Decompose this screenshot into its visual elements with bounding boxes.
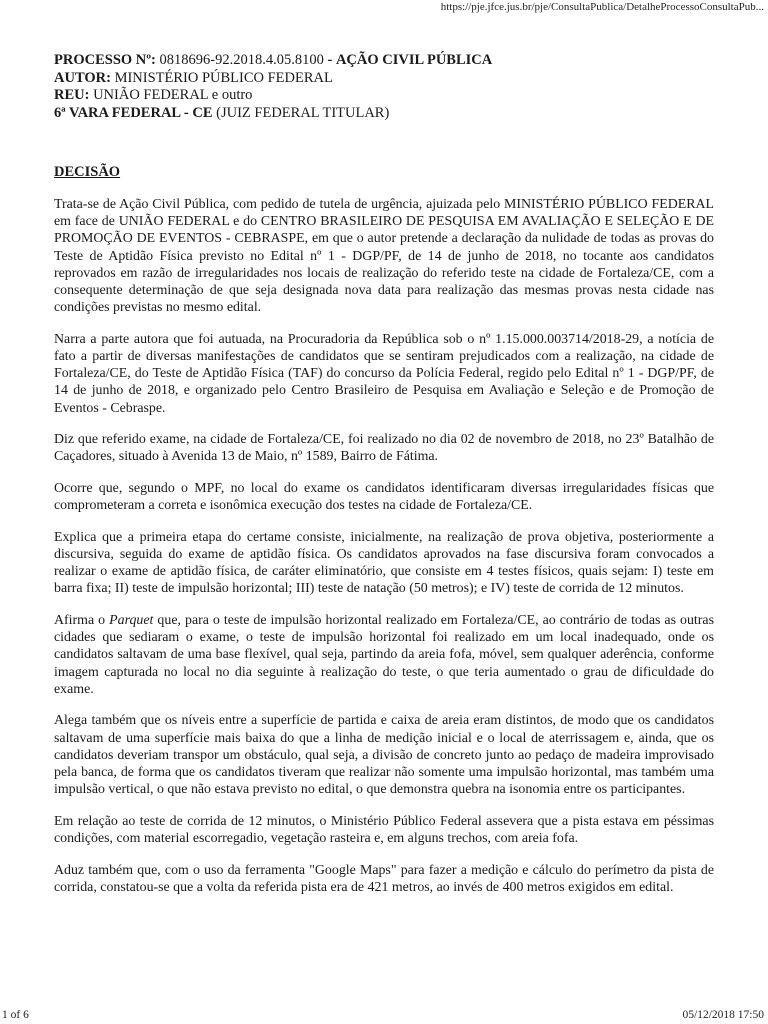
autor-line xyxy=(54,70,714,88)
parquet-term: Parquet xyxy=(109,613,154,629)
paragraph-6-end: que, para o teste de impulsão horizontal realizado em Fortaleza/CE, ao contrário de todas as outras cidades que sediaram o exame, o teste de impulsão horizontal foi realizado em um local inadequado, onde os candidatos saltavam de uma base flexível, qual seja, partindo da areia fofa, móvel, sem qualquer aderência, conforme imagem capturada no local no dia seguinte à realização do teste, o que teria aumentado o grau de dificuldade do exame. xyxy=(54,613,714,697)
autor-label: AUTOR: xyxy=(54,69,111,86)
processo-label: PROCESSO Nº: xyxy=(54,52,156,68)
vara-value: (JUIZ FEDERAL TITULAR) xyxy=(216,104,390,121)
decision-title: DECISÃO xyxy=(54,164,121,180)
vara-line xyxy=(54,105,714,123)
paragraph-7: Alega também que os níveis entre a superfície de partida e caixa de areia eram distintos, de modo que os candidatos saltavam de uma superfície mais baixa do que a linha de medição inicial e o local de aterrissagem e, ainda, que os candidatos deveriam transpor um obstáculo, qual seja, a divisão de concreto junto ao pedaço de madeira improvisado pela banca, de forma que os candidatos tiveram que realizar não somente uma impulsão horizontal, mas também uma impulsão vertical, o que não estava previsto no edital, o que demonstra quebra na isonomia entre os participantes. xyxy=(54,713,714,798)
processo-sep: - xyxy=(327,52,333,68)
reu-value: UNIÃO FEDERAL e outro xyxy=(93,87,253,103)
paragraph-6 xyxy=(54,612,714,698)
paragraph-8: Em relação ao teste de corrida de 12 minutos, o Ministério Público Federal assevera que a pista estava em péssimas condições, com material escorregadio, vegetação rasteira e, em alguns trechos, com areia fofa. xyxy=(54,813,714,847)
paragraph-3: Diz que referido exame, na cidade de Fortaleza/CE, foi realizado no dia 02 de novembro de 2018, no 23º Batalhão de Caçadores, situado à Avenida 13 de Maio, nº 1589, Bairro de Fátima. xyxy=(54,432,714,465)
reu-line xyxy=(54,87,714,105)
processo-number: 0818696-92.2018.4.05.8100 xyxy=(159,52,324,68)
paragraph-4: Ocorre que, segundo o MPF, no local do exame os candidatos identificaram diversas irregularidades físicas que comprometeram a correta e isonômica execução dos testes na cidade de Fortaleza/CE. xyxy=(54,481,714,514)
decision-body xyxy=(54,196,714,910)
paragraph-6-start: Afirma o xyxy=(54,613,110,629)
paragraph-5: Explica que a primeira etapa do certame consiste, inicialmente, na realização de prova objetiva, posteriormente a discursiva, seguida do exame de aptidão física. Os candidatos aprovados na fase discursiva foram convocados a realizar o exame de aptidão física, de caráter eliminatório, que consiste em 4 testes físicos, quais sejam: I) teste em barra fixa; II) teste de impulsão horizontal; III) teste de natação (50 metros); e IV) teste de corrida de 12 minutos. xyxy=(54,529,714,597)
paragraph-1: Trata-se de Ação Civil Pública, com pedido de tutela de urgência, ajuizada pelo MINISTÉRIO PÚBLICO FEDERAL em face de UNIÃO FEDERAL e do CENTRO BRASILEIRO DE PESQUISA EM AVALIAÇÃO E SELEÇÃO E DE PROMOÇÃO DE EVENTOS - CEBRASPE, em que o autor pretende a declaração da nulidade de todas as provas do Teste de Aptidão Física previsto no Edital nº 1 - DGP/PF, de 14 de junho de 2018, no tocante aos candidatos reprovados em razão de irregularidades nos locais de realização do referido teste na cidade de Fortaleza/CE, com a consequente determinação de que seja designada nova data para realização das mesmas provas nesta cidade nas condições previstas no mesmo edital. xyxy=(54,197,714,316)
case-header xyxy=(54,52,714,122)
print-datetime: 05/12/2018 17:50 xyxy=(682,1009,764,1021)
processo-line xyxy=(54,52,714,70)
vara-label: 6ª VARA FEDERAL - CE xyxy=(54,104,213,121)
autor-value: MINISTÉRIO PÚBLICO FEDERAL xyxy=(114,69,333,86)
paragraph-2: Narra a parte autora que foi autuada, na Procuradoria da República sob o nº 1.15.000.003714/2018-29, a notícia de fato a partir de diversas manifestações de candidatos que se sentiram prejudicados com a realização, na cidade de Fortaleza/CE, do Teste de Aptidão Física (TAF) do concurso da Polícia Federal, regido pelo Edital nº 1 - DGP/PF, de 14 de junho de 2018, e organizado pelo Centro Brasileiro de Pesquisa em Avaliação e Seleção e de Promoção de Eventos - Cebraspe. xyxy=(54,331,714,416)
page-url: https://pje.jfce.jus.br/pje/ConsultaPublica/DetalheProcessoConsultaPub... xyxy=(440,1,764,13)
reu-label: REU: xyxy=(54,87,90,103)
paragraph-9: Aduz também que, com o uso da ferramenta "Google Maps" para fazer a medição e cálculo do perímetro da pista de corrida, constatou-se que a volta da referida pista era de 421 metros, ao invés de 400 metros exigidos em edital. xyxy=(54,862,714,895)
page-counter: 1 of 6 xyxy=(2,1009,29,1021)
acao-type: AÇÃO CIVIL PÚBLICA xyxy=(335,52,493,68)
